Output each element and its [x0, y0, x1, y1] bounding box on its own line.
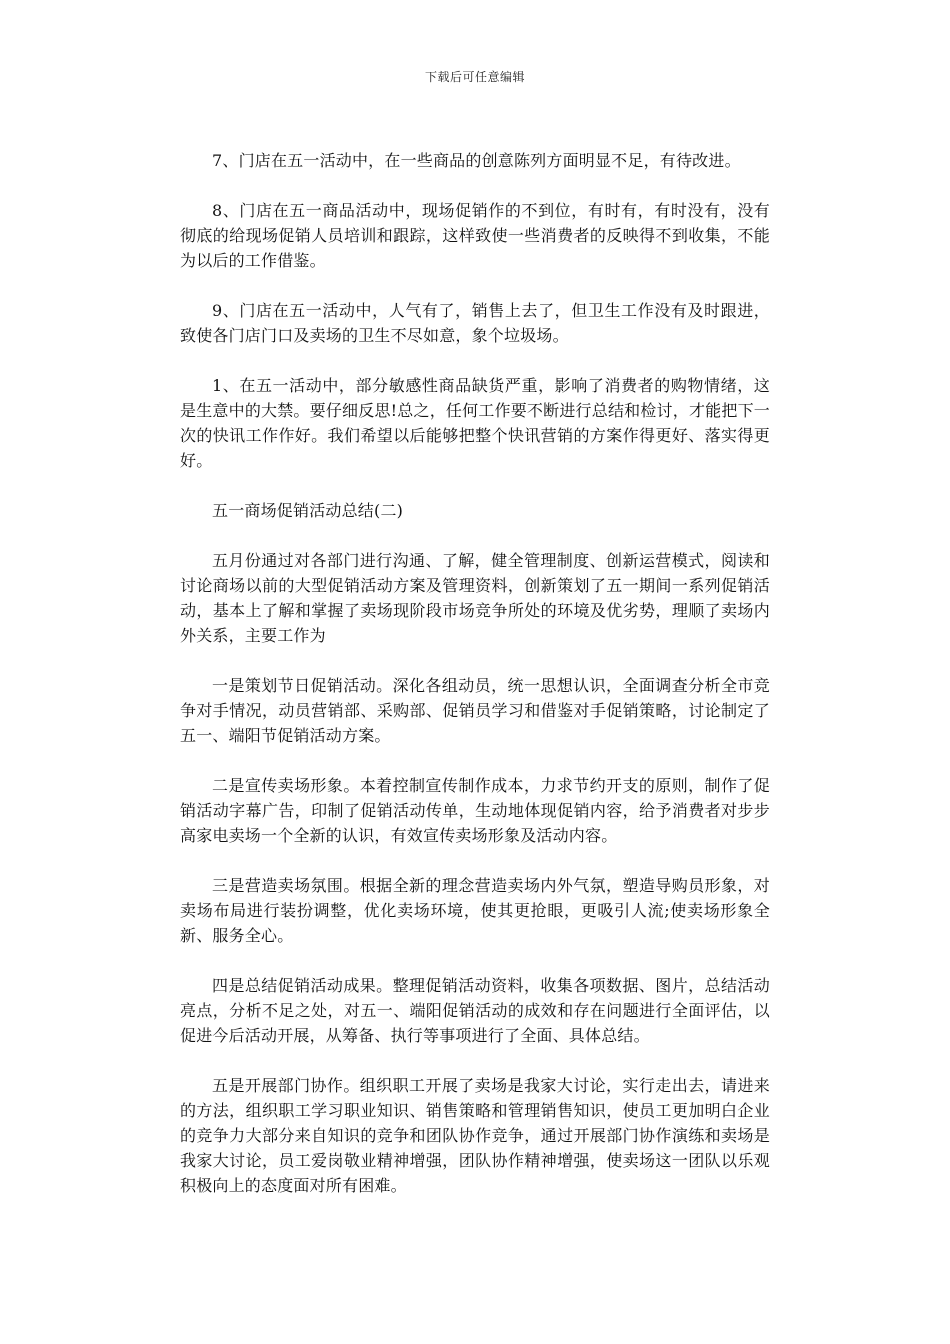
paragraph-9: 9、门店在五一活动中，人气有了，销售上去了，但卫生工作没有及时跟进，致使各门店门口及卖场的卫生不尽如意，象个垃圾场。 — [180, 301, 770, 345]
paragraph-item-4: 四是总结促销活动成果。整理促销活动资料，收集各项数据、图片，总结活动亮点，分析不足之处，对五一、端阳促销活动的成效和存在问题进行全面评估，以促进今后活动开展，从筹备、执行等事项进行了全面、具体总结。 — [180, 976, 770, 1045]
paragraph-item-5: 五是开展部门协作。组织职工开展了卖场是我家大讨论，实行走出去，请进来的方法，组织职工学习职业知识、销售策略和管理销售知识，使员工更加明白企业的竞争力大部分来自知识的竞争和团队协作竞争，通过开展部门协作演练和卖场是我家大讨论，员工爱岗敬业精神增强，团队协作精神增强，使卖场这一团队以乐观积极向上的态度面对所有困难。 — [180, 1076, 770, 1195]
paragraph-item-2: 二是宣传卖场形象。本着控制宣传制作成本，力求节约开支的原则，制作了促销活动字幕广告，印制了促销活动传单，生动地体现促销内容，给予消费者对步步高家电卖场一个全新的认识，有效宣传卖场形象及活动内容。 — [180, 776, 770, 845]
paragraph-item-1: 一是策划节日促销活动。深化各组动员，统一思想认识，全面调查分析全市竞争对手情况，动员营销部、采购部、促销员学习和借鉴对手促销策略，讨论制定了五一、端阳节促销活动方案。 — [180, 676, 770, 745]
page-header: 下载后可任意编辑 — [424, 70, 525, 84]
paragraph-8: 8、门店在五一商品活动中，现场促销作的不到位，有时有，有时没有，没有彻底的给现场促销人员培训和跟踪，这样致使一些消费者的反映得不到收集，不能为以后的工作借鉴。 — [180, 201, 770, 270]
document-body — [180, 148, 770, 1223]
paragraph-item-3: 三是营造卖场氛围。根据全新的理念营造卖场内外气氛，塑造导购员形象，对卖场布局进行装扮调整，优化卖场环境，使其更抢眼，更吸引人流;使卖场形象全新、服务全心。 — [180, 876, 770, 945]
paragraph-7: 7、门店在五一活动中，在一些商品的创意陈列方面明显不足，有待改进。 — [212, 151, 741, 170]
paragraph-intro: 五月份通过对各部门进行沟通、了解，健全管理制度、创新运营模式，阅读和讨论商场以前的大型促销活动方案及管理资料，创新策划了五一期间一系列促销活动，基本上了解和掌握了卖场现阶段市场竞争所处的环境及优劣势，理顺了卖场内外关系，主要工作为 — [180, 551, 770, 645]
section-heading: 五一商场促销活动总结(二) — [212, 501, 404, 520]
paragraph-1-summary: 1、在五一活动中，部分敏感性商品缺货严重，影响了消费者的购物情绪，这是生意中的大禁。要仔细反思!总之，任何工作要不断进行总结和检讨，才能把下一次的快讯工作作好。我们希望以后能够把整个快讯营销的方案作得更好、落实得更好。 — [180, 376, 770, 470]
